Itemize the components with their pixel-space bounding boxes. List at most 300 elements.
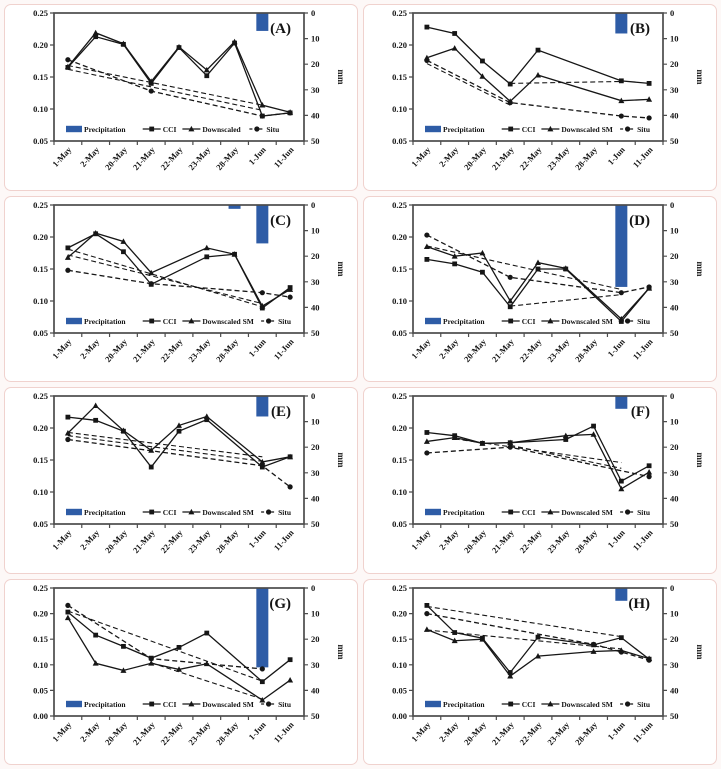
x-axis-label: 2-May	[436, 719, 461, 744]
marker-square	[619, 479, 624, 484]
left-tick-label: 0.10	[33, 104, 48, 115]
right-axis-title: mm	[336, 644, 346, 660]
x-axis-label: 28-May	[213, 144, 241, 173]
right-tick-label: 50	[670, 519, 679, 530]
marker-circle	[65, 267, 70, 272]
right-tick-label: 0	[670, 8, 675, 19]
x-axis-label: 1-May	[50, 527, 74, 553]
marker-square	[260, 114, 265, 119]
legend-precipitation-label: Precipitation	[443, 125, 485, 135]
marker-square	[452, 31, 457, 36]
marker-square	[260, 465, 265, 470]
x-axis-label: 23-May	[545, 336, 572, 364]
panel-card-f	[363, 387, 717, 574]
left-tick-label: 0.25	[33, 199, 48, 210]
left-tick-label: 0.10	[392, 295, 407, 306]
legend-cci-label: CCI	[521, 316, 536, 326]
right-tick-label: 0	[311, 8, 316, 19]
marker-triangle	[204, 245, 210, 251]
right-tick-label: 30	[670, 659, 679, 670]
x-axis-label: 28-May	[213, 527, 241, 556]
marker-triangle	[646, 469, 652, 475]
x-axis-label: 20-May	[461, 719, 488, 747]
right-tick-label: 0	[670, 199, 675, 210]
x-axis-label: 28-May	[572, 527, 600, 556]
marker-square	[149, 655, 154, 660]
panel-card-e	[4, 387, 358, 574]
legend-downscaled-label: Downscaled SM	[561, 699, 613, 709]
left-tick-label: 0.00	[392, 710, 407, 721]
x-axis-label: 28-May	[572, 719, 600, 747]
marker-square	[204, 74, 209, 79]
left-tick-label: 0.15	[33, 633, 48, 644]
left-tick-label: 0.15	[392, 633, 407, 644]
marker-circle	[625, 127, 630, 132]
left-tick-label: 0.15	[392, 72, 407, 83]
x-axis-label: 23-May	[545, 144, 572, 173]
legend-precipitation-swatch	[425, 509, 441, 515]
left-tick-label: 0.10	[392, 659, 407, 670]
panel-card-a	[4, 4, 358, 191]
marker-circle	[65, 603, 70, 608]
precipitation-bar	[256, 205, 268, 243]
right-tick-label: 20	[670, 633, 679, 644]
marker-square	[508, 510, 513, 515]
right-tick-label: 0	[670, 391, 675, 402]
right-tick-label: 10	[670, 416, 679, 427]
left-tick-label: 0.05	[33, 519, 48, 530]
legend-cci-label: CCI	[162, 508, 177, 518]
legend-situ-label: Situ	[637, 508, 651, 518]
marker-square	[149, 701, 154, 706]
right-tick-label: 10	[311, 225, 320, 236]
x-axis-label: 22-May	[158, 719, 185, 747]
plot-border	[413, 396, 663, 524]
x-axis-label: 2-May	[77, 336, 102, 361]
marker-square	[424, 25, 429, 30]
legend-situ-label: Situ	[637, 125, 651, 135]
legend-downscaled-label: Downscaled SM	[202, 316, 254, 326]
left-tick-label: 0.20	[33, 608, 48, 619]
legend-cci-label: CCI	[162, 699, 177, 709]
legend-precipitation-label: Precipitation	[443, 699, 485, 709]
legend-precipitation-label: Precipitation	[84, 316, 126, 326]
left-tick-label: 0.05	[392, 685, 407, 696]
legend-precipitation-label: Precipitation	[84, 508, 126, 518]
legend-precipitation-swatch	[66, 126, 82, 132]
marker-triangle	[452, 45, 458, 51]
right-tick-label: 50	[670, 327, 679, 338]
panel-card-h	[363, 579, 717, 766]
marker-triangle	[287, 677, 293, 683]
marker-square	[288, 657, 293, 662]
marker-square	[149, 510, 154, 515]
marker-square	[508, 82, 513, 87]
marker-square	[149, 318, 154, 323]
marker-circle	[260, 666, 265, 671]
legend-precipitation-label: Precipitation	[84, 699, 126, 709]
x-axis-label: 1-May	[50, 719, 74, 744]
x-axis-label: 20-May	[102, 527, 129, 556]
situ-aux-dashed-line	[427, 246, 621, 290]
left-tick-label: 0.20	[33, 40, 48, 51]
left-tick-label: 0.05	[33, 136, 48, 147]
x-axis-label: 28-May	[213, 719, 241, 747]
x-axis-label: 20-May	[461, 336, 488, 364]
legend-cci-label: CCI	[521, 508, 536, 518]
left-tick-label: 0.20	[33, 231, 48, 242]
panel-chart-g	[6, 581, 356, 763]
marker-square	[508, 127, 513, 132]
right-axis-title: mm	[336, 69, 346, 85]
marker-square	[480, 59, 485, 64]
precipitation-bar	[615, 588, 627, 601]
x-axis-label: 2-May	[436, 336, 461, 361]
x-axis-label: 23-May	[186, 336, 213, 364]
legend-precipitation-label: Precipitation	[443, 316, 485, 326]
marker-square	[424, 603, 429, 608]
marker-circle	[647, 116, 652, 121]
left-tick-label: 0.20	[392, 423, 407, 434]
plot-border	[54, 13, 304, 141]
marker-square	[647, 81, 652, 86]
marker-square	[619, 635, 624, 640]
x-axis-label: 11-Jun	[630, 527, 655, 553]
x-axis-label: 1-May	[409, 527, 433, 553]
right-tick-label: 40	[311, 493, 320, 504]
legend-precipitation-swatch	[66, 318, 82, 324]
x-axis-label: 22-May	[158, 527, 185, 556]
x-axis-label: 23-May	[186, 719, 213, 747]
marker-circle	[424, 611, 429, 616]
marker-circle	[647, 474, 652, 479]
precipitation-bar	[615, 205, 627, 287]
panel-chart-d	[365, 198, 715, 380]
right-axis-title: mm	[695, 69, 705, 85]
left-tick-label: 0.20	[392, 608, 407, 619]
right-tick-label: 10	[670, 225, 679, 236]
x-axis-label: 21-May	[130, 144, 157, 173]
right-tick-label: 30	[670, 85, 679, 96]
legend-precipitation-swatch	[66, 701, 82, 707]
marker-circle	[65, 57, 70, 62]
x-axis-label: 1-Jun	[605, 719, 627, 742]
x-axis-label: 1-Jun	[246, 527, 268, 551]
x-axis-label: 11-Jun	[630, 144, 655, 170]
marker-square	[508, 318, 513, 323]
panel-chart-h	[365, 581, 715, 763]
x-axis-label: 23-May	[545, 527, 572, 556]
right-axis-title: mm	[695, 452, 705, 468]
right-tick-label: 0	[311, 391, 316, 402]
legend-precipitation-label: Precipitation	[443, 508, 485, 518]
situ-aux-dashed-line	[68, 66, 262, 106]
marker-square	[121, 249, 126, 254]
marker-circle	[508, 274, 513, 279]
marker-square	[204, 630, 209, 635]
x-axis-label: 23-May	[186, 144, 213, 173]
situ-line	[427, 61, 649, 119]
right-tick-label: 0	[311, 582, 316, 593]
x-axis-label: 1-Jun	[605, 527, 627, 551]
x-axis-label: 20-May	[102, 336, 129, 364]
marker-circle	[508, 445, 513, 450]
precipitation-bar	[615, 396, 627, 409]
left-tick-label: 0.25	[33, 8, 48, 19]
legend-downscaled-label: Downscaled SM	[202, 508, 254, 518]
precipitation-bar	[615, 13, 627, 33]
x-axis-label: 22-May	[517, 527, 544, 556]
x-axis-label: 20-May	[102, 719, 129, 747]
marker-square	[591, 424, 596, 429]
situ-aux-dashed-line	[68, 611, 262, 681]
x-axis-label: 22-May	[158, 336, 185, 364]
marker-circle	[424, 451, 429, 456]
left-tick-label: 0.25	[392, 582, 407, 593]
marker-square	[508, 304, 513, 309]
x-axis-label: 28-May	[572, 336, 600, 364]
right-tick-label: 50	[311, 136, 320, 147]
marker-square	[619, 79, 624, 84]
left-tick-label: 0.25	[33, 391, 48, 402]
legend-cci-label: CCI	[521, 699, 536, 709]
legend-precipitation-swatch	[66, 509, 82, 515]
right-tick-label: 20	[311, 442, 320, 453]
panel-card-g	[4, 579, 358, 766]
precipitation-bar	[256, 588, 268, 667]
marker-circle	[266, 701, 271, 706]
marker-square	[480, 270, 485, 275]
left-tick-label: 0.15	[33, 455, 48, 466]
right-tick-label: 50	[311, 519, 320, 530]
panel-chart-e	[6, 389, 356, 571]
x-axis-label: 1-May	[409, 144, 433, 170]
right-tick-label: 40	[670, 110, 679, 121]
marker-circle	[266, 318, 271, 323]
legend-downscaled-label: Downscaled SM	[561, 316, 613, 326]
right-tick-label: 20	[670, 59, 679, 70]
right-tick-label: 20	[311, 59, 320, 70]
marker-square	[177, 645, 182, 650]
panel-letter: (D)	[629, 212, 650, 229]
legend-precipitation-label: Precipitation	[84, 125, 126, 135]
legend-situ-label: Situ	[278, 508, 292, 518]
x-axis-label: 28-May	[213, 336, 241, 364]
x-axis-label: 28-May	[572, 144, 600, 173]
marker-square	[536, 635, 541, 640]
left-tick-label: 0.25	[33, 582, 48, 593]
x-axis-label: 21-May	[130, 719, 157, 747]
x-axis-label: 22-May	[517, 144, 544, 173]
x-axis-label: 1-Jun	[605, 144, 627, 168]
panel-letter: (A)	[270, 21, 291, 38]
marker-square	[121, 644, 126, 649]
x-axis-label: 1-May	[409, 719, 433, 744]
legend-situ-label: Situ	[637, 316, 651, 326]
legend-situ-label: Situ	[278, 316, 292, 326]
x-axis-label: 22-May	[158, 144, 185, 173]
marker-square	[65, 415, 70, 420]
right-tick-label: 40	[670, 493, 679, 504]
panel-letter: (C)	[270, 212, 291, 229]
panel-card-b	[363, 4, 717, 191]
marker-circle	[65, 437, 70, 442]
marker-square	[149, 127, 154, 132]
left-tick-label: 0.20	[392, 40, 407, 51]
right-tick-label: 10	[670, 33, 679, 44]
x-axis-label: 1-May	[50, 336, 74, 361]
right-tick-label: 50	[670, 710, 679, 721]
marker-circle	[625, 701, 630, 706]
panel-letter: (E)	[271, 404, 291, 421]
x-axis-label: 1-May	[409, 336, 433, 361]
legend-cci-label: CCI	[521, 125, 536, 135]
panel-chart-c	[6, 198, 356, 380]
x-axis-label: 21-May	[489, 719, 516, 747]
panel-chart-a	[6, 6, 356, 188]
left-tick-label: 0.25	[392, 199, 407, 210]
left-tick-label: 0.15	[392, 263, 407, 274]
marker-circle	[619, 114, 624, 119]
x-axis-label: 2-May	[436, 527, 461, 553]
left-tick-label: 0.25	[392, 391, 407, 402]
marker-circle	[619, 290, 624, 295]
marker-circle	[625, 510, 630, 515]
marker-triangle	[93, 403, 99, 409]
x-axis-label: 1-May	[50, 144, 74, 170]
right-axis-title: mm	[695, 261, 705, 277]
left-tick-label: 0.10	[392, 487, 407, 498]
precipitation-bar	[256, 13, 268, 31]
left-tick-label: 0.00	[33, 710, 48, 721]
marker-square	[536, 48, 541, 53]
left-tick-label: 0.10	[33, 295, 48, 306]
right-tick-label: 10	[311, 416, 320, 427]
x-axis-label: 2-May	[77, 144, 102, 170]
marker-square	[536, 266, 541, 271]
marker-square	[149, 282, 154, 287]
x-axis-label: 23-May	[545, 719, 572, 747]
x-axis-label: 1-Jun	[246, 719, 268, 742]
right-tick-label: 10	[670, 608, 679, 619]
marker-square	[647, 464, 652, 469]
precipitation-bar	[256, 396, 268, 416]
legend-situ-label: Situ	[278, 699, 292, 709]
legend-downscaled-label: Downscaled SM	[561, 508, 613, 518]
right-axis-title: mm	[336, 261, 346, 277]
right-axis-title: mm	[695, 644, 705, 660]
panel-letter: (H)	[628, 595, 650, 612]
right-tick-label: 40	[670, 302, 679, 313]
marker-circle	[625, 318, 630, 323]
marker-circle	[260, 290, 265, 295]
right-tick-label: 30	[311, 468, 320, 479]
x-axis-label: 11-Jun	[271, 719, 296, 745]
x-axis-label: 20-May	[461, 144, 488, 173]
left-tick-label: 0.25	[392, 8, 407, 19]
right-tick-label: 10	[311, 33, 320, 44]
marker-triangle	[535, 259, 541, 265]
situ-aux-dashed-line	[427, 64, 510, 106]
left-tick-label: 0.05	[392, 136, 407, 147]
marker-square	[177, 429, 182, 434]
marker-circle	[254, 127, 259, 132]
x-axis-label: 2-May	[436, 144, 461, 170]
right-tick-label: 30	[670, 276, 679, 287]
right-tick-label: 40	[311, 302, 320, 313]
marker-square	[204, 254, 209, 259]
marker-triangle	[65, 614, 71, 620]
marker-square	[93, 632, 98, 637]
downscaled-line	[68, 233, 290, 306]
x-axis-label: 20-May	[102, 144, 129, 173]
marker-triangle	[618, 486, 624, 492]
marker-square	[591, 642, 596, 647]
marker-triangle	[204, 414, 210, 420]
marker-square	[149, 465, 154, 470]
situ-aux-dashed-line	[151, 663, 262, 699]
left-tick-label: 0.20	[392, 231, 407, 242]
x-axis-label: 2-May	[77, 719, 102, 744]
panel-card-d	[363, 196, 717, 383]
marker-circle	[266, 510, 271, 515]
right-tick-label: 20	[311, 633, 320, 644]
x-axis-label: 11-Jun	[271, 527, 296, 553]
left-tick-label: 0.10	[392, 104, 407, 115]
legend-situ-label: Situ	[266, 125, 280, 135]
left-tick-label: 0.10	[33, 659, 48, 670]
right-tick-label: 20	[670, 250, 679, 261]
panel-card-c	[4, 196, 358, 383]
right-tick-label: 40	[311, 685, 320, 696]
x-axis-label: 21-May	[489, 144, 516, 173]
x-axis-label: 22-May	[517, 719, 544, 747]
panel-letter: (G)	[269, 595, 291, 612]
marker-triangle	[535, 72, 541, 78]
marker-circle	[424, 232, 429, 237]
right-tick-label: 30	[311, 276, 320, 287]
marker-square	[452, 261, 457, 266]
right-tick-label: 30	[311, 85, 320, 96]
right-tick-label: 30	[311, 659, 320, 670]
panel-chart-b	[365, 6, 715, 188]
right-tick-label: 20	[670, 442, 679, 453]
right-tick-label: 30	[670, 468, 679, 479]
x-axis-label: 11-Jun	[630, 336, 655, 362]
right-tick-label: 10	[311, 608, 320, 619]
x-axis-label: 11-Jun	[271, 144, 296, 170]
marker-circle	[288, 485, 293, 490]
x-axis-label: 11-Jun	[271, 336, 296, 362]
x-axis-label: 20-May	[461, 527, 488, 556]
left-tick-label: 0.20	[33, 423, 48, 434]
right-tick-label: 50	[311, 327, 320, 338]
right-tick-label: 0	[670, 582, 675, 593]
legend-situ-label: Situ	[637, 699, 651, 709]
marker-square	[65, 245, 70, 250]
x-axis-label: 2-May	[77, 527, 102, 553]
left-tick-label: 0.10	[33, 487, 48, 498]
right-tick-label: 40	[311, 110, 320, 121]
marker-circle	[288, 294, 293, 299]
left-tick-label: 0.05	[33, 685, 48, 696]
left-tick-label: 0.15	[33, 72, 48, 83]
x-axis-label: 22-May	[517, 336, 544, 364]
legend-precipitation-swatch	[425, 701, 441, 707]
legend-downscaled-label: Downscaled SM	[561, 125, 613, 135]
legend-precipitation-swatch	[425, 318, 441, 324]
marker-triangle	[424, 626, 430, 632]
